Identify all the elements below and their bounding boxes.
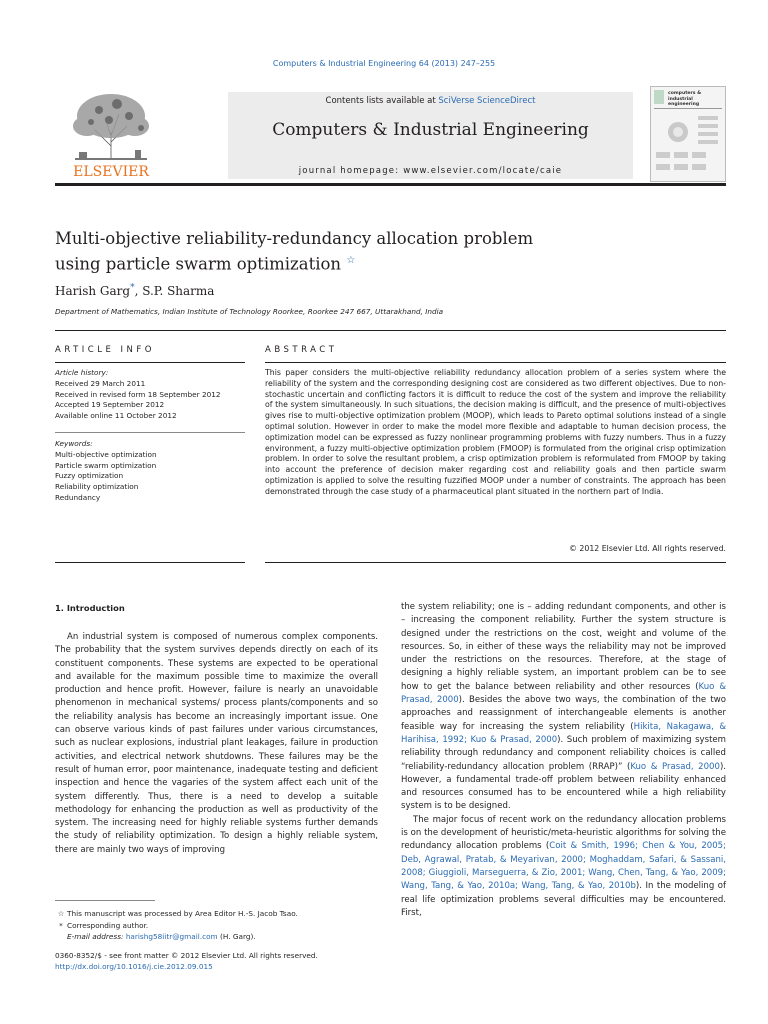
history-label: Article history: xyxy=(55,368,109,377)
title-footnote-star-icon[interactable]: ☆ xyxy=(346,255,356,266)
title-line-1: Multi-objective reliability-redundancy allocation problem xyxy=(55,229,534,248)
keywords-label: Keywords: xyxy=(55,439,93,448)
citation-link[interactable]: Hikita, Nakagawa, & Harihisa, 1992; Kuo & Prasad, 2000 xyxy=(401,721,726,745)
citation-link[interactable]: Kuo & Prasad, 2000 xyxy=(630,761,720,772)
email-link[interactable]: harishg58iitr@gmail.com xyxy=(125,932,218,941)
body-left-column xyxy=(55,631,378,857)
footnote-email: E-mail address: harishg58iitr@gmail.com (H. Garg). xyxy=(67,932,256,941)
doi-link[interactable]: http://dx.doi.org/10.1016/j.cie.2012.09.015 xyxy=(55,962,213,972)
cover-title: computers & industrial engineering xyxy=(668,91,702,107)
history-item: Received in revised form 18 September 2012 xyxy=(55,389,221,399)
abstract-rule xyxy=(265,362,726,363)
contents-prefix: Contents lists available at xyxy=(325,96,439,106)
article-title xyxy=(55,228,575,276)
intro-paragraph-1: An industrial system is composed of numerous complex components. The probability that the system survives depends directly on each of its constituent components. These systems are expected to be operational and available for the maximum possible time to maximize the overall production and hence profit. However, failure is nearly an unavoidable phenomenon in mechanical systems/ process plants/components and so the reliability analysis has become an increasingly important issue. One can observe various kinds of past failures under various circumstances, such as nuclear explosions, industrial plant leakages, failure in production activities, and electrical network shutdowns. These failures may be the result of human error, poor maintenance, inadequate testing and deficient inspection and hence the vagaries of the system affect each unit of the system differently. Thus, there is a need to develop a suitable methodology for enhancing the production as well as productivity of the system. The increasing need for highly reliable systems further demands the study of reliability optimization. To design a highly reliable system, there are mainly two ways of improving xyxy=(55,632,378,855)
affiliation: Department of Mathematics, Indian Institute of Technology Roorkee, Roorkee 247 667, Uttarakhand, India xyxy=(55,307,444,316)
footnotes xyxy=(55,908,298,943)
keywords-rule xyxy=(55,432,245,433)
footnote-corresponding: * Corresponding author. xyxy=(59,920,149,930)
keyword-item: Multi-objective optimization xyxy=(55,449,157,459)
journal-citation[interactable]: Computers & Industrial Engineering 64 (2013) 247–255 xyxy=(272,59,496,68)
title-line-2: using particle swarm optimization xyxy=(55,254,342,274)
abstract-copyright: © 2012 Elsevier Ltd. All rights reserved. xyxy=(569,544,726,553)
abstract-heading: ABSTRACT xyxy=(265,345,338,355)
bottom-matter xyxy=(55,950,318,973)
abstract-text: This paper considers the multi-objective reliability redundancy allocation problem of a series system where the reliability of the system and the corresponding designing cost are considered as two different objectives. Due to non-stochastic uncertain and conflicting factors it is difficult to reduce the cost of the system and improve the reliability of the system simultaneously. In such situations, the decision making is difficult, and the presence of multi-objectives gives rise to multi-objective optimization problem (MOOP), which leads to Pareto optimal solutions instead of a single optimal solution. However in order to make the model more flexible and adaptable to human decision process, the optimization model can be expressed as fuzzy nonlinear programming problems with fuzzy numbers. Thus in a fuzzy environment, a fuzzy multi-objective optimization problem (FMOOP) is formulated from the original crisp optimization problem. In order to solve the resultant problem, a crisp optimization problem is reformulated from FMOOP by taking into account the preference of decision maker regarding cost and reliability goals and then particle swarm optimization is applied to solve the resulting fuzzified MOOP under a number of constraints. The approach has been demonstrated through the case study of a pharmaceutical plant situated in the northern part of India. xyxy=(265,368,726,496)
body-right-column xyxy=(401,601,726,920)
keyword-item: Reliability optimization xyxy=(55,482,139,492)
elsevier-logo xyxy=(55,86,175,182)
journal-homepage[interactable]: journal homepage: www.elsevier.com/locate/caie xyxy=(298,166,563,176)
keyword-item: Redundancy xyxy=(55,492,101,502)
history-item: Received 29 March 2011 xyxy=(55,378,146,388)
article-history xyxy=(55,368,250,422)
keyword-item: Particle swarm optimization xyxy=(55,460,157,470)
sciencedirect-link[interactable]: SciVerse ScienceDirect xyxy=(438,96,536,106)
masthead-rule xyxy=(55,183,726,186)
history-item: Accepted 19 September 2012 xyxy=(55,400,165,410)
issn-line: 0360-8352/$ - see front matter © 2012 Elsevier Ltd. All rights reserved. xyxy=(55,951,318,960)
keyword-item: Fuzzy optimization xyxy=(55,471,124,481)
abstract-rule-bottom xyxy=(265,562,726,563)
keywords-block xyxy=(55,439,250,504)
journal-cover-thumbnail[interactable] xyxy=(650,86,726,182)
elsevier-wordmark: ELSEVIER xyxy=(73,164,149,180)
author-garg: Harish Garg xyxy=(55,284,131,298)
info-rule-bottom xyxy=(55,562,245,563)
journal-title: Computers & Industrial Engineering xyxy=(272,120,589,140)
footnote-editor: ☆ This manuscript was processed by Area Editor H.-S. Jacob Tsao. xyxy=(57,909,298,918)
citation-link[interactable]: Kuo & Prasad, 2000 xyxy=(401,681,726,706)
corresponding-author-mark[interactable]: * xyxy=(130,283,135,293)
author-sharma: , S.P. Sharma xyxy=(134,284,215,298)
intro-paragraph-3: The major focus of recent work on the redundancy allocation problems is on the development of heuristic/meta-heuristic algorithms for solving the redundancy allocation problems (Coit & Smith, 1996; Chen & You, 2005; Deb, Agrawal, Pratab, & Meyarivan, 2000; Moghaddam, Safari, & Sassani, 2008; Giuggioli, Marseguerra, & Zio, 2001; Wang, Chen, Tang, & Yao, 2009; Wang, Tang, & Yao, 2010a; Wang, Tang, & Yao, 2010b). In the modeling of real life optimization problems several difficulties may be encountered. First, xyxy=(401,814,726,918)
intro-paragraph-2: the system reliability; one is – adding redundant components, and other is – increasing the component reliability. Further the system structure is designed under the restrictions on the cost, weight and volume of the resources. So, in either of these ways the reliability may not be improved under the restrictions on the resources. Therefore, at the stage of designing a highly reliable system, an important problem can be to see how to get the balance between reliability and other resources (Kuo & Prasad, 2000). Besides the above two ways, the combination of the two approaches and reassignment of interchangeable elements is another feasible way for increasing the system reliability (Hikita, Nakagawa, & Harihisa, 1992; Kuo & Prasad, 2000). Such problem of maximizing system reliability through redundancy and component reliability choices is called “reliability-redundancy allocation problem (RRAP)” (Kuo & Prasad, 2000). However, a fundamental trade-off problem between reliability enhanced and resources consumed has to be encountered while a high reliability system is to be designed. xyxy=(401,602,727,812)
article-info-heading: ARTICLE INFO xyxy=(55,345,155,355)
authors xyxy=(55,283,214,298)
citation-link[interactable]: Coit & Smith, 1996; Chen & You, 2005; Deb, Agrawal, Pratab, & Meyarivan, 2000; Moghaddam, Safari, & Sassani, 2008; Giuggioli, Marseguerra, & Zio, 2001; Wang, Chen, Tang, & Yao, 2009; Wang, Tang, & Yao, 2010a; Wang, Tang, & Yao, 2010b xyxy=(401,841,726,892)
contents-line xyxy=(228,96,633,106)
section-heading-introduction: 1. Introduction xyxy=(55,603,125,613)
article-info-rule xyxy=(55,362,245,363)
footnote-rule xyxy=(55,900,155,901)
info-rule-top xyxy=(55,330,726,331)
history-item: Available online 11 October 2012 xyxy=(55,411,177,421)
